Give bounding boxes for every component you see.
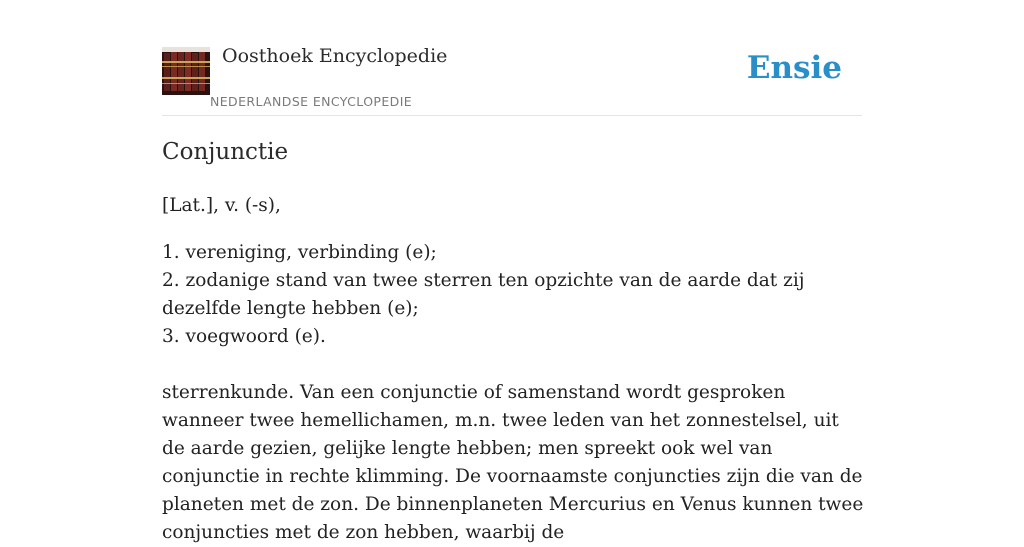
site-title-link[interactable]: Oosthoek Encyclopedie xyxy=(222,45,448,67)
definition-item: 3. voegwoord (e). xyxy=(162,326,326,347)
definition-item: 1. vereniging, verbinding (e); xyxy=(162,242,437,263)
entry-etymology: [Lat.], v. (-s), xyxy=(162,195,281,216)
encyclopedia-books-icon xyxy=(162,47,210,95)
site-subtitle: NEDERLANDSE ENCYCLOPEDIE xyxy=(210,94,413,109)
entry-content xyxy=(162,192,864,547)
entry-title: Conjunctie xyxy=(162,139,289,165)
page xyxy=(162,0,864,543)
definition-item: 2. zodanige stand van twee sterren ten opzichte van de aarde dat zij dezelfde lengte hebben (e); xyxy=(162,270,805,319)
entry-definitions xyxy=(162,239,864,351)
entry-body: sterrenkunde. Van een conjunctie of samenstand wordt gesproken wanneer twee hemellichamen, m.n. twee leden van het zonnestelsel, uit de aarde gezien, gelijke lengte hebben; men spreekt ook wel van conjunctie in rechte klimming. De voornaamste conjuncties zijn die van de planeten met de zon. De binnenplaneten Mercurius en Venus kunnen twee conjuncties met de zon hebben, waarbij de xyxy=(162,382,864,543)
site-avatar[interactable] xyxy=(162,47,210,95)
site-header xyxy=(162,0,862,116)
ensie-brand-logo[interactable]: Ensie xyxy=(746,50,842,86)
